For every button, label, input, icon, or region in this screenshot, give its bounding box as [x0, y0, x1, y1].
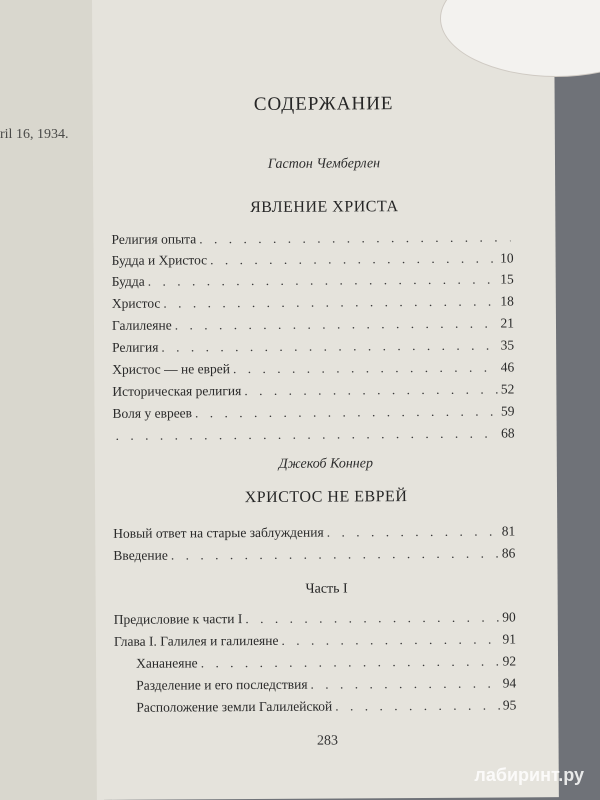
left-page-fragment: ril 16, 1934.: [0, 127, 69, 142]
watermark-logo: лабиринт.ру: [474, 765, 584, 785]
toc-entry: Будда . . . 15: [112, 271, 514, 289]
toc-entry: Воля у евреев . . . 59: [112, 403, 514, 421]
toc-entry: Введение . . . 86: [113, 545, 515, 563]
book2-title: ХРИСТОС НЕ ЕВРЕЙ: [244, 488, 408, 507]
toc-title: СОДЕРЖАНИЕ: [253, 93, 394, 116]
toc-page: [92, 0, 559, 800]
toc-entry: Глава I. Галилея и галилеяне . . . 91: [114, 631, 516, 649]
toc-subentry: Расположение земли Галилейской . . . 95: [136, 697, 516, 715]
toc-entry: Религия опыта . . .: [111, 229, 513, 247]
book1-author: Гастон Чемберлен: [267, 156, 381, 172]
toc-entry: Предисловие к части I . . . 90: [114, 609, 516, 627]
book1-title: ЯВЛЕНИЕ ХРИСТА: [249, 198, 399, 217]
toc-subentry: Хананеяне . . . 92: [136, 653, 516, 671]
part-title: Часть I: [305, 581, 348, 597]
toc-entry: Историческая религия . . . 52: [112, 381, 514, 399]
toc-entry: Новый ответ на старые заблуждения . . . 81: [113, 523, 515, 541]
toc-entry: Религия . . . 35: [112, 337, 514, 355]
toc-entry: Христос — не еврей . . . 46: [112, 359, 514, 377]
page-number: 283: [316, 733, 339, 749]
toc-entry: Будда и Христос . . . 10: [112, 250, 514, 268]
toc-subentry: Разделение и его последствия . . . 94: [136, 675, 516, 693]
toc-entry: Галилеяне . . . 21: [112, 315, 514, 333]
toc-entry: . . . 68: [113, 425, 515, 443]
toc-entry: Христос . . . 18: [112, 293, 514, 311]
left-page: [0, 0, 104, 800]
book2-author: Джекоб Коннер: [278, 456, 373, 472]
